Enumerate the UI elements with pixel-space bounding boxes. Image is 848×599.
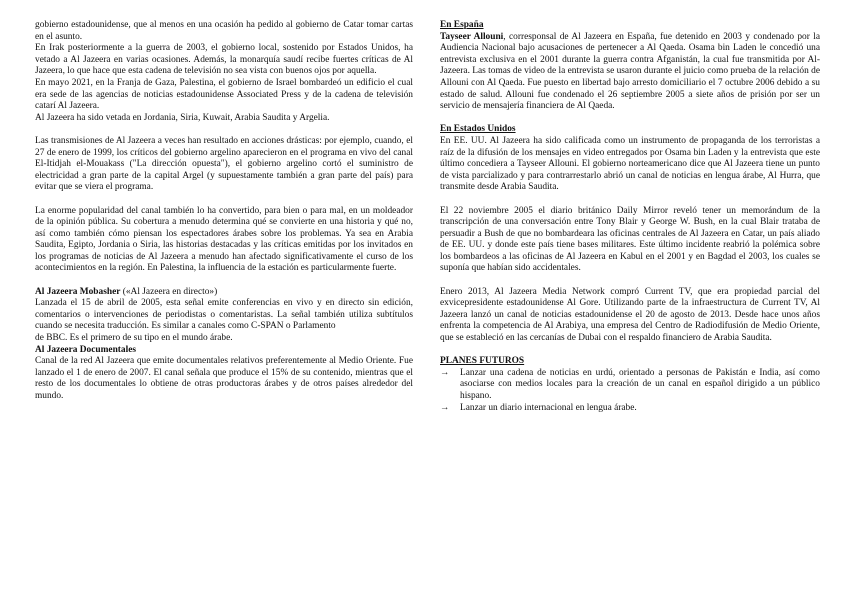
plan-text: Lanzar un diario internacional en lengua árabe. bbox=[460, 402, 637, 413]
paragraph-mobasher: Lanzada el 15 de abril de 2005, esta señal emite conferencias en vivo y en directo sin edición, comentarios o intervenciones de periodistas o comentaristas. La señal también utiliza subtítulos cuando se necesita traducción. Es similar a canales como C-SPAN o Parlamento bbox=[35, 298, 413, 332]
list-item bbox=[440, 368, 820, 403]
spacer bbox=[440, 345, 820, 357]
spacer bbox=[35, 124, 413, 136]
spacer bbox=[440, 194, 820, 206]
eeuu-heading: En Estados Unidos bbox=[440, 124, 516, 135]
espana-heading: En España bbox=[440, 20, 484, 30]
planes-list bbox=[440, 368, 820, 414]
planes-heading: PLANES FUTUROS bbox=[440, 356, 525, 367]
paragraph-algeria: Las transmisiones de Al Jazeera a veces han resultado en acciones drásticas: por ejemplo, cuando, el 27 de enero de 1999, los críticos del gobierno argelino aparecieron en el programa en vivo del canal El-Itidjah el-Mouakass ("La dirección opuesta"), el gobierno argelino cortó el suministro de electricidad a gran parte de la capital Argel (y supuestamente también a gran parte del país) para evitar que se viera el programa. bbox=[35, 135, 413, 193]
spacer bbox=[440, 275, 820, 287]
documentales-heading: Al Jazeera Documentales bbox=[35, 344, 137, 355]
spacer bbox=[440, 113, 820, 125]
paragraph-espana bbox=[440, 32, 820, 113]
paragraph-qatar-pressure: gobierno estadounidense, que al menos en una ocasión ha pedido al gobierno de Catar tomar cartas en el asunto. bbox=[35, 20, 413, 42]
paragraph-bans: Al Jazeera ha sido vetada en Jordania, Siria, Kuwait, Arabia Saudita y Argelia. bbox=[35, 112, 330, 123]
allouni-name: Tayseer Allouni bbox=[440, 31, 504, 42]
paragraph-documentales: Canal de la red Al Jazeera que emite documentales relativos preferentemente al Medio Oriente. Fue lanzado el 1 de enero de 2007. El canal señala que produce el 15% de su contenido, mientras que el resto de los documentales lo obtiene de otras productoras árabes y de otros países alrededor del mundo. bbox=[35, 356, 413, 401]
paragraph-mobasher-cont: de BBC. Es el primero de su tipo en el mundo árabe. bbox=[35, 333, 233, 344]
left-column bbox=[35, 20, 413, 403]
espana-body: , corresponsal de Al Jazeera en España, fue detenido en 2003 y condenado por la Audiencia Nacional bajo acusaciones de pertenecer a Al Qaeda. Osama bin Laden le concedió una entrevista exclusiva en el 2001 durante la guerra contra Afganistán, la cual fue transmitida por Al-Jazeera. Las tomas de video de la entrevista se usaron durante el juicio como prueba de la relación de Allouni con Al Qaeda. Fue puesto en libertad bajo arresto domiciliario el 7 octubre 2006 debido a su estado de salud. Allouni fue condenado el 26 septiembre 2005 a siete años de prisión por ser un servicio de mensajería financiera de Al Qaeda. bbox=[440, 31, 820, 112]
spacer bbox=[35, 194, 413, 206]
paragraph-gaza: En mayo 2021, en la Franja de Gaza, Palestina, el gobierno de Israel bombardeó un edificio el cual era sede de las agencias de noticias estadounidense Associated Press y de la cadena de televisión catarí Al Jazeera. bbox=[35, 77, 413, 112]
spacer bbox=[35, 275, 413, 287]
mobasher-subtitle: («Al Jazeera en directo») bbox=[120, 286, 218, 297]
mobasher-heading bbox=[35, 287, 413, 299]
mobasher-title: Al Jazeera Mobasher bbox=[35, 286, 121, 297]
plan-text: Lanzar una cadena de noticias en urdú, orientado a personas de Pakistán e India, así como asociarse con medios locales para la creación de un canal en español dirigido a un público hispano. bbox=[460, 367, 820, 401]
paragraph-media-network: Enero 2013, Al Jazeera Media Network compró Current TV, que era propiedad parcial del exvicepresidente estadounidense Al Gore. Utilizando parte de la infraestructura de Current TV, Al Jazeera lanzó un canal de noticias estadounidense el 20 de agosto de 2013. Desde hace unos años enfrenta la competencia de Al Arabiya, una empresa del Centro de Radiodifusión de Medio Oriente, que se estableció en las cercanías de Dubai con el respaldo financiero de Arabia Saudita. bbox=[440, 286, 820, 344]
paragraph-iraq: En Irak posteriormente a la guerra de 2003, el gobierno local, sostenido por Estados Unidos, ha vetado a Al Jazeera en varias ocasiones. Además, la monarquía saudí recibe fuertes críticas de Al Jazeera, lo que hace que esta cadena de televisión no sea vista con buenos ojos por aquella. bbox=[35, 43, 413, 77]
paragraph-eeuu: En EE. UU. Al Jazeera ha sido calificada como un instrumento de propaganda de los terroristas a raíz de la difusión de los mensajes en video entregados por Osama bin Laden y la entrevista que este último concediera a Tayseer Allouni. El gobierno norteamericano dice que Al Jazeera tiene un punto de vista parcializado y para contrarrestarlo abrió un canal de noticias en lengua árabe, Al Hurra, que transmite desde Arabia Saudita. bbox=[440, 135, 820, 193]
right-column bbox=[440, 20, 820, 414]
paragraph-daily-mirror: El 22 noviembre 2005 el diario británico Daily Mirror reveló tener un memorándum de la transcripción de una conversación entre Tony Blair y George W. Bush, en la cual Blair trataba de persuadir a Bush de que no bombardeara las oficinas centrales de Al Jazeera en Catar, un país aliado de EE. UU. y donde este país tiene bases militares. Este último incidente reabrió la polémica sobre los bombardeos a las oficinas de Al Jazeera en Kabul en el 2001 y en Bagdad el 2003, los cuales se suponía que habían sido accidentales. bbox=[440, 205, 820, 274]
paragraph-popularity: La enorme popularidad del canal también lo ha convertido, para bien o para mal, en un moldeador de la opinión pública. Su cobertura a menudo determina qué se convierte en una historia y qué no, así como también cómo piensan los espectadores árabes sobre los problemas. Ya sea en Arabia Saudita, Egipto, Jordania o Siria, las historias destacadas y las críticas emitidas por los invitados en los programas de noticias de Al Jazeera a menudo han afectado significativamente el curso de los acontecimientos en la región. En Palestina, la influencia de la estación es particularmente fuerte. bbox=[35, 205, 413, 274]
list-item bbox=[440, 403, 820, 415]
arrow-right-icon: → bbox=[440, 367, 450, 378]
arrow-right-icon: → bbox=[440, 402, 450, 413]
